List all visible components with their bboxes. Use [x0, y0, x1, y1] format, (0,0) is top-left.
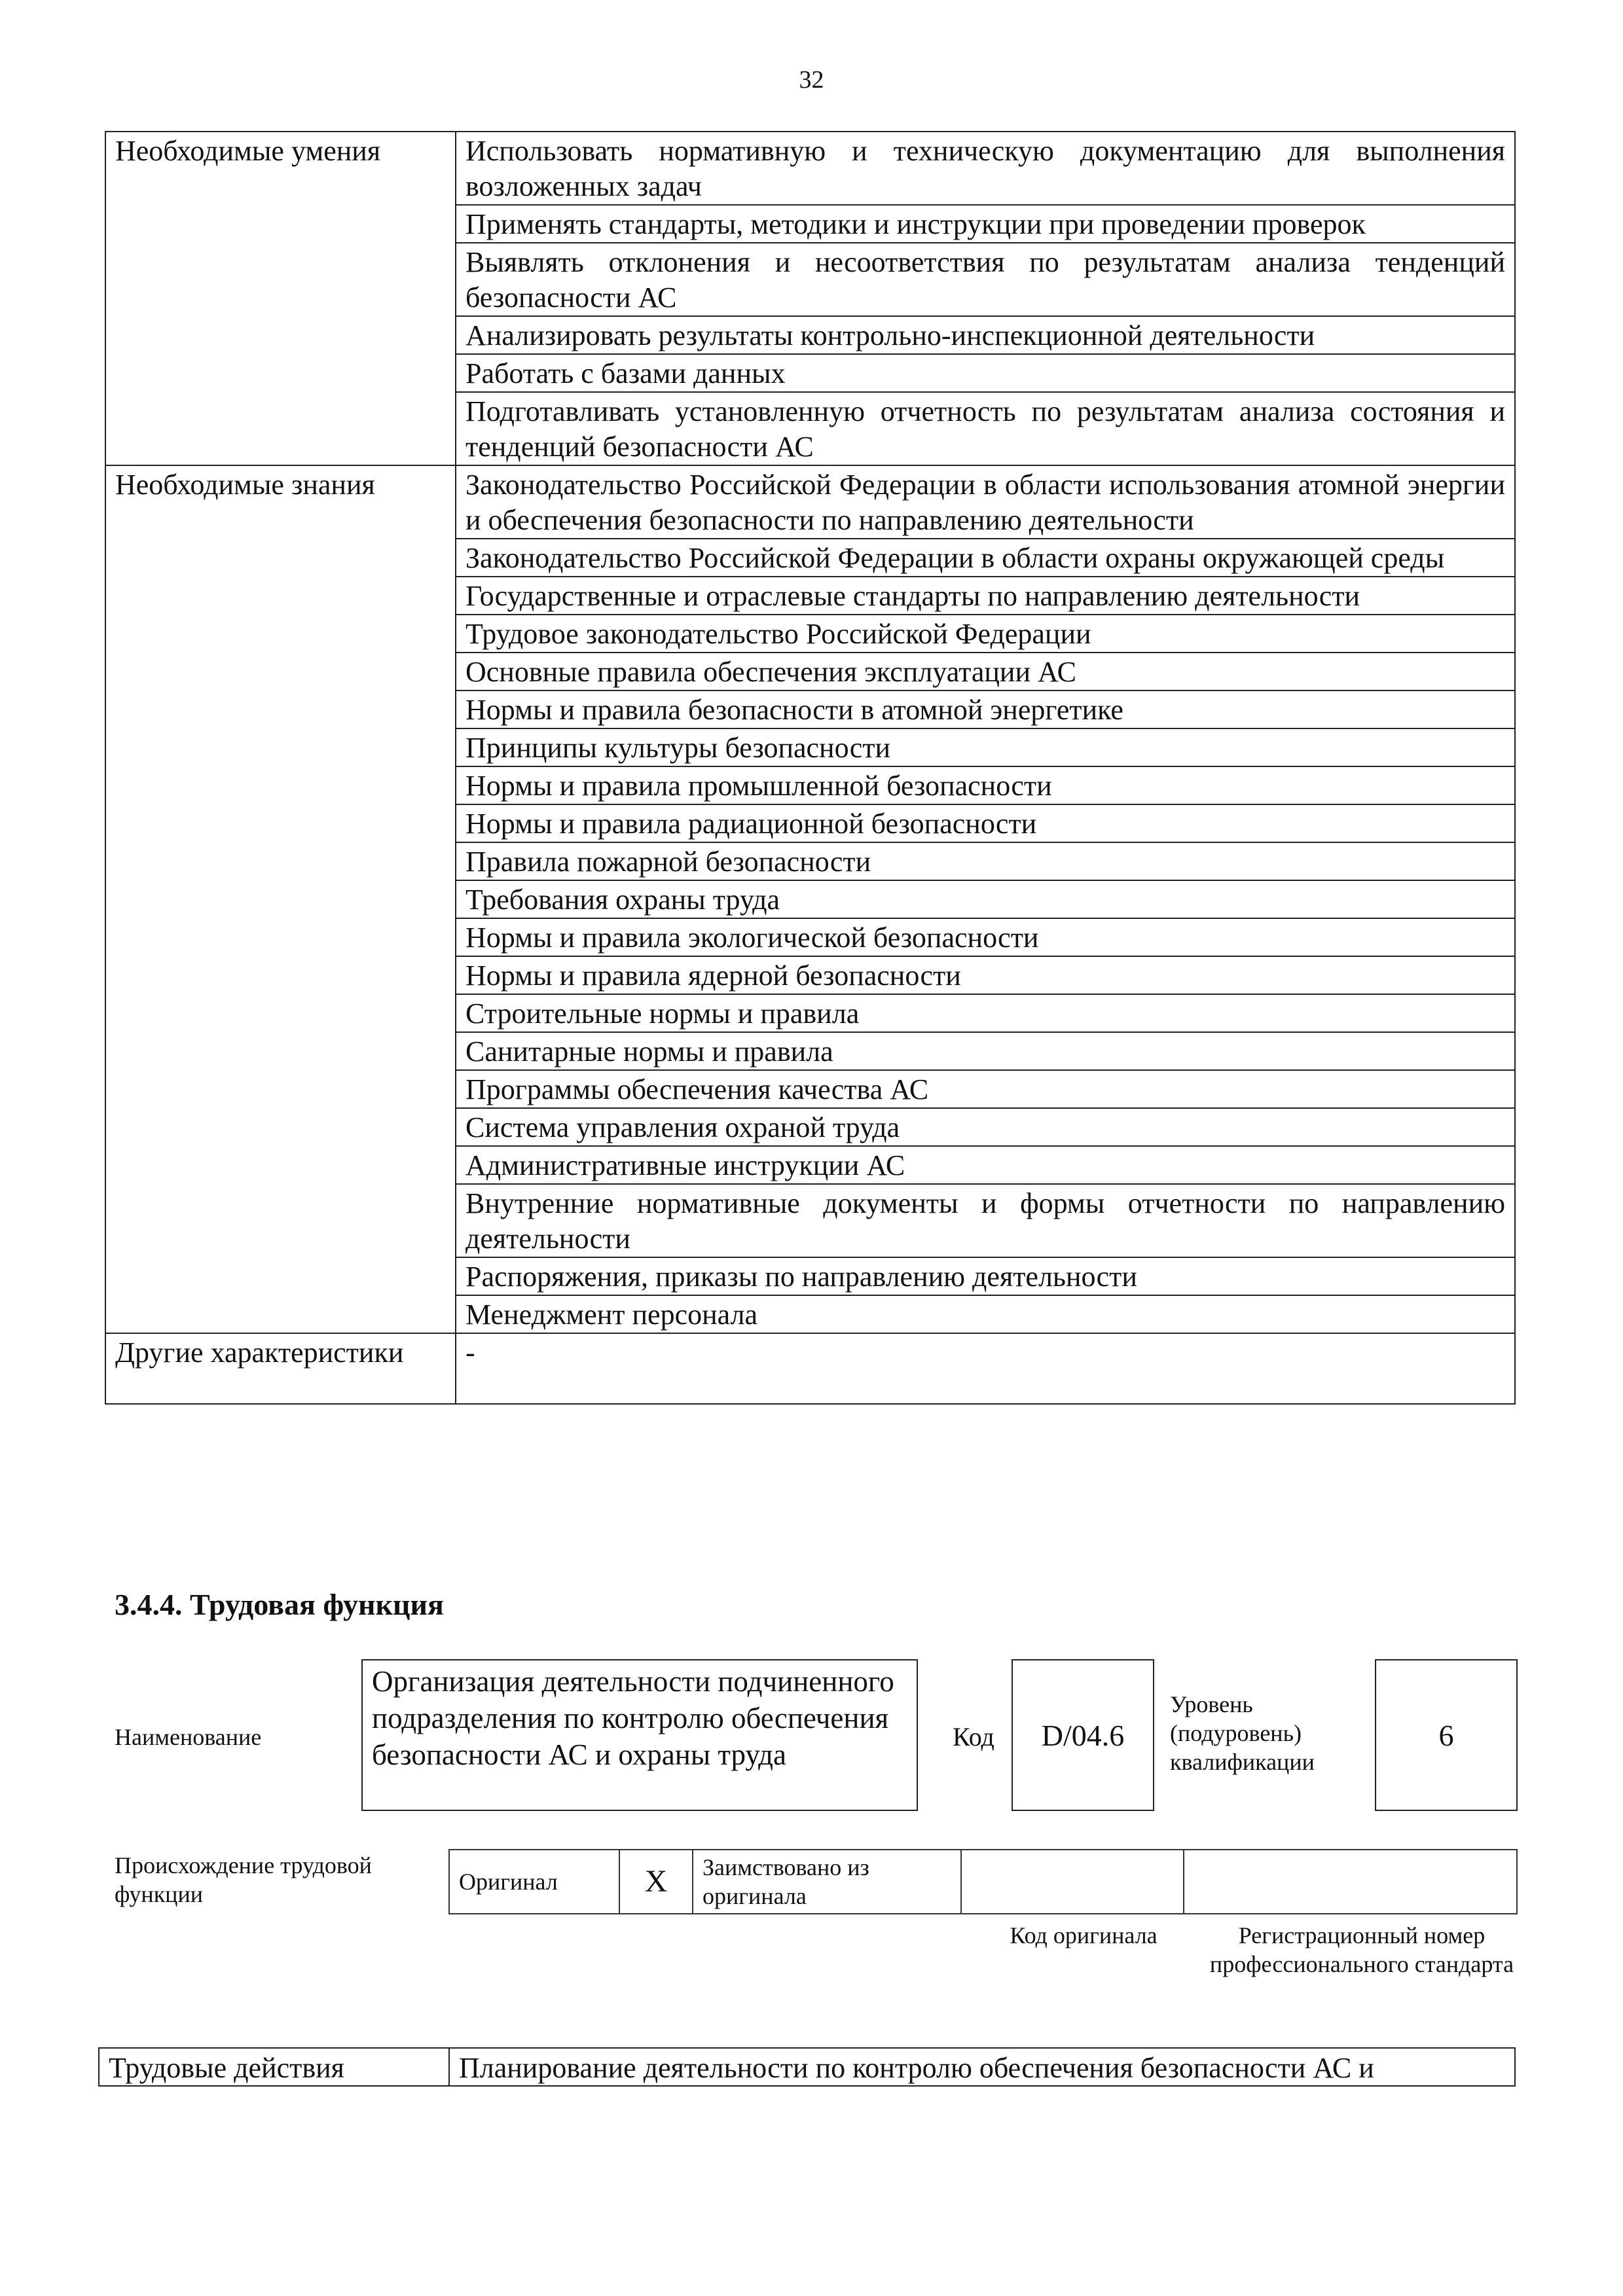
- origin-table: [448, 1849, 1518, 1914]
- knowledge-item: Принципы культуры безопасности: [456, 728, 1515, 766]
- table-row: [105, 1333, 1515, 1404]
- table-row: [105, 465, 1515, 539]
- knowledge-item: Строительные нормы и правила: [456, 994, 1515, 1032]
- knowledge-item: Санитарные нормы и правила: [456, 1032, 1515, 1070]
- actions-label: Трудовые действия: [99, 2048, 449, 2086]
- skills-item: Применять стандарты, методики и инструкции при проведении проверок: [456, 205, 1515, 243]
- knowledge-item: Распоряжения, приказы по направлению деятельности: [456, 1257, 1515, 1295]
- origin-reg-caption: Регистрационный номер профессионального стандарта: [1209, 1922, 1514, 1977]
- knowledge-item: Нормы и правила экологической безопасности: [456, 918, 1515, 956]
- knowledge-label: Необходимые знания: [105, 465, 456, 1333]
- knowledge-item: Менеджмент персонала: [456, 1295, 1515, 1333]
- borrowed-label: Заимствовано из оригинала: [693, 1850, 961, 1914]
- knowledge-item: Программы обеспечения качества АС: [456, 1070, 1515, 1108]
- origin-code-cell: [961, 1850, 1184, 1914]
- actions-item: Планирование деятельности по контролю обеспечения безопасности АС и: [449, 2048, 1515, 2086]
- page-number: 32: [799, 66, 824, 94]
- table-row: [105, 132, 1515, 205]
- skills-item: Подготавливать установленную отчетность по результатам анализа состояния и тенденций безопасности АС: [456, 392, 1515, 465]
- function-name-box: Организация деятельности подчиненного подразделения по контролю обеспечения безопасности АС и охраны труда: [361, 1659, 918, 1811]
- knowledge-item: Законодательство Российской Федерации в области охраны окружающей среды: [456, 539, 1515, 577]
- knowledge-item: Трудовое законодательство Российской Федерации: [456, 615, 1515, 653]
- knowledge-item: Требования охраны труда: [456, 880, 1515, 918]
- code-label: Код: [953, 1722, 994, 1751]
- original-label: Оригинал: [449, 1850, 619, 1914]
- name-label: Наименование: [115, 1724, 262, 1750]
- level-label: Уровень (подуровень) квалификации: [1170, 1691, 1315, 1775]
- requirements-table: [105, 131, 1516, 1405]
- knowledge-item: Правила пожарной безопасности: [456, 842, 1515, 880]
- skills-item: Работать с базами данных: [456, 354, 1515, 392]
- other-value: -: [456, 1333, 1515, 1404]
- skills-item: Анализировать результаты контрольно-инспекционной деятельности: [456, 316, 1515, 354]
- knowledge-item: Нормы и правила безопасности в атомной энергетике: [456, 691, 1515, 728]
- knowledge-item: Основные правила обеспечения эксплуатации АС: [456, 653, 1515, 691]
- origin-code-caption: Код оригинала: [1010, 1922, 1158, 1948]
- skills-item: Использовать нормативную и техническую документацию для выполнения возложенных задач: [456, 132, 1515, 205]
- knowledge-item: Административные инструкции АС: [456, 1146, 1515, 1184]
- skills-label: Необходимые умения: [105, 132, 456, 465]
- labor-actions-table: [98, 2047, 1516, 2087]
- section-title: 3.4.4. Трудовая функция: [115, 1588, 444, 1621]
- knowledge-item: Государственные и отраслевые стандарты по направлению деятельности: [456, 577, 1515, 615]
- knowledge-item: Законодательство Российской Федерации в области использования атомной энергии и обеспечения безопасности по направлению деятельности: [456, 465, 1515, 539]
- knowledge-item: Нормы и правила промышленной безопасности: [456, 766, 1515, 804]
- knowledge-item: Система управления охраной труда: [456, 1108, 1515, 1146]
- qualification-level-box: 6: [1375, 1659, 1518, 1811]
- skills-item: Выявлять отклонения и несоответствия по результатам анализа тенденций безопасности АС: [456, 243, 1515, 316]
- original-mark: X: [619, 1850, 693, 1914]
- origin-label: Происхождение трудовой функции: [115, 1852, 372, 1907]
- function-code-box: D/04.6: [1012, 1659, 1154, 1811]
- origin-reg-cell: [1184, 1850, 1517, 1914]
- knowledge-item: Внутренние нормативные документы и формы отчетности по направлению деятельности: [456, 1184, 1515, 1257]
- knowledge-item: Нормы и правила ядерной безопасности: [456, 956, 1515, 994]
- knowledge-item: Нормы и правила радиационной безопасности: [456, 804, 1515, 842]
- other-label: Другие характеристики: [105, 1333, 456, 1404]
